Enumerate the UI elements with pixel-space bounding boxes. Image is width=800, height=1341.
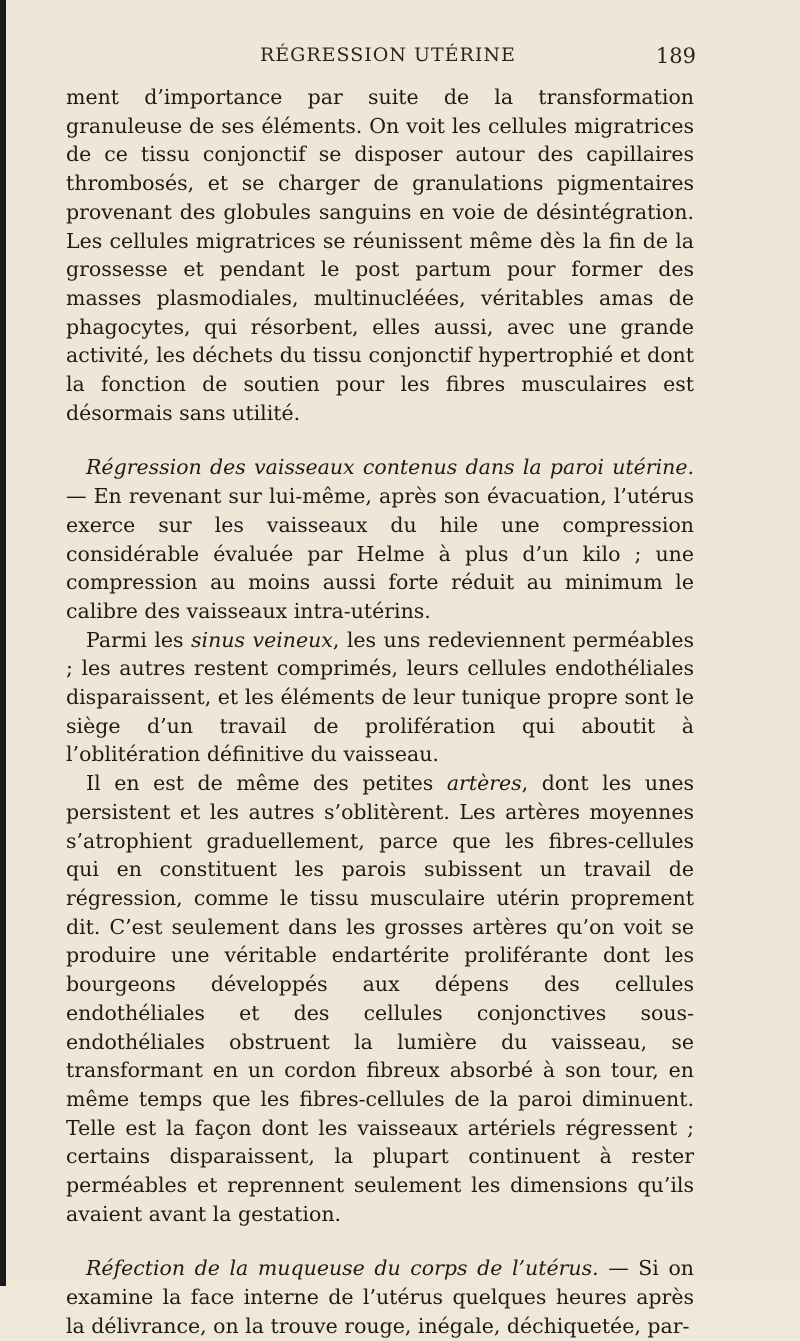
paragraph-text-after: , les uns redeviennent perméables ; les autres restent comprimés, leurs cellules endothéliales disparaissent, et les éléments de leur tunique propre sont le siège d’un travail de prolifération qui aboutit à l’oblitération définitive du vaisseau. xyxy=(66,627,694,767)
emphasis-arteres: artères xyxy=(446,771,522,796)
page-number: 189 xyxy=(655,44,696,68)
paragraph-text-before: Il en est de même des petites xyxy=(86,771,447,796)
paragraph-continuation xyxy=(66,83,694,427)
page-header xyxy=(66,44,696,74)
page-body xyxy=(66,83,694,1341)
paragraph-text-after: , dont les unes persistent et les autres s’oblitèrent. Les artères moyennes s’atrophient graduellement, parce que les fibres-cellules qui en constituent les parois subissent un travail de régression, comme le tissu musculaire utérin proprement dit. C’est seulement dans les grosses artères qu’on voit se produire une véritable endartérite proliférante dont les bourgeons développés aux dépens des cellules endothéliales et des cellules conjonctives sous-endothéliales obstruent la lumière du vaisseau, se transformant en un cordon fibreux absorbé à son tour, en même temps que les fibres-cellules de la paroi diminuent. Telle est la façon dont les vaisseaux artériels régressent ; certains disparaissent, la plupart continuent à rester perméables et reprennent seulement les dimensions qu’ils avaient avant la gestation. xyxy=(66,771,694,1226)
paragraph-text: ment d’importance par suite de la transformation granuleuse de ses éléments. On voit les cellules migratrices de ce tissu conjonctif se disposer autour des capillaires thrombosés, et se charger de granulations pigmentaires provenant des globules sanguins en voie de désintégration. Les cellules migratrices se réunissent même dès la fin de la grossesse et pendant le post partum pour former des masses plasmodiales, multinucléées, véritables amas de phagocytes, qui résorbent, elles aussi, avec une grande activité, les déchets du tissu conjonctif hypertrophié et dont la fonction de soutien pour les fibres musculaires est désormais sans utilité. xyxy=(66,85,694,425)
section-title: Régression des vaisseaux contenus dans la paroi utérine. xyxy=(86,455,694,480)
paragraph-text-before: Parmi les xyxy=(86,627,192,652)
running-head: RÉGRESSION UTÉRINE xyxy=(260,44,516,66)
section-text: — Si on examine la face interne de l’utérus quelques heures après la délivrance, on la trouve rouge, inégale, déchiquetée, par- xyxy=(66,1256,694,1338)
section-text: — En revenant sur lui-même, après son évacuation, l’utérus exerce sur les vaisseaux du hile une compression considérable évaluée par Helme à plus d’un kilo ; une compression au moins aussi forte réduit au minimum le calibre des vaisseaux intra-utérins. xyxy=(66,484,694,623)
page-binding-edge xyxy=(0,0,6,1286)
paragraph-arteries xyxy=(66,769,694,1228)
section-mucosa-repair xyxy=(66,1254,694,1340)
section-vascular-regression xyxy=(66,453,694,625)
paragraph-venous-sinuses xyxy=(66,626,694,770)
emphasis-sinus-veineux: sinus veineux xyxy=(191,627,333,652)
section-title: Réfection de la muqueuse du corps de l’utérus. xyxy=(86,1256,599,1281)
